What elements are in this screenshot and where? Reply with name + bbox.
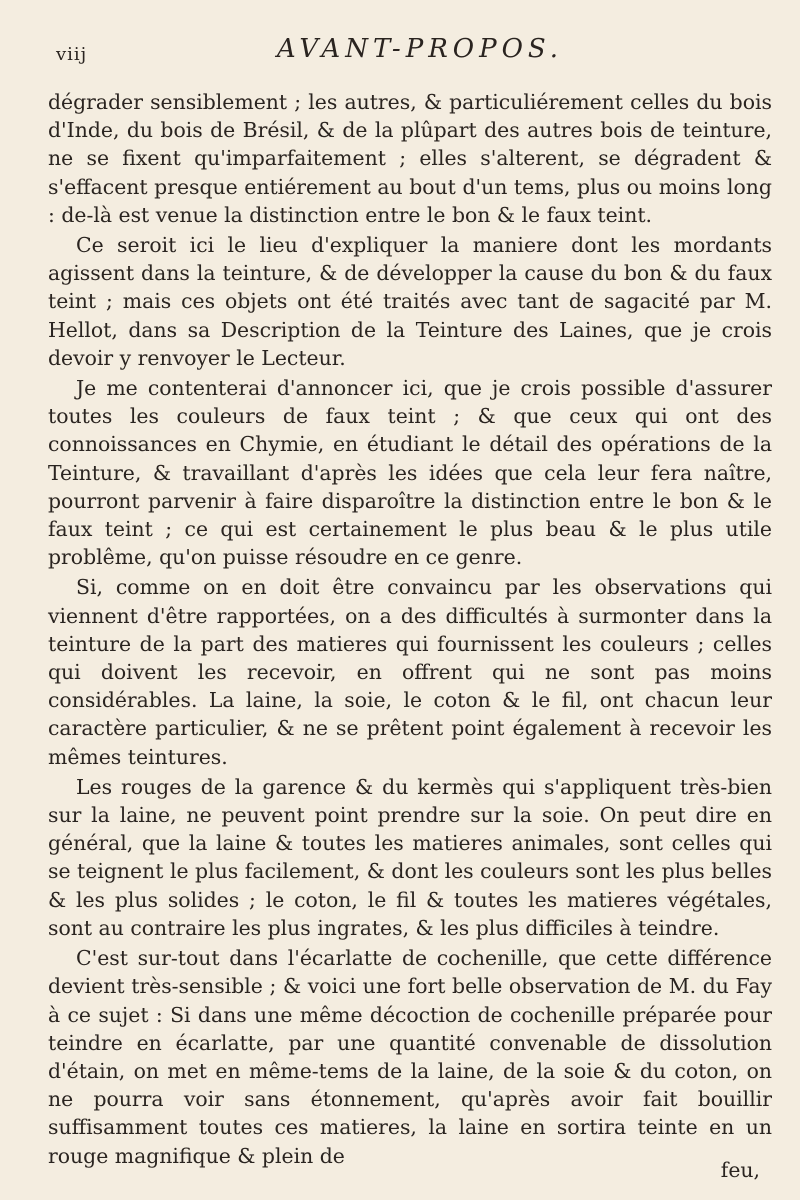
paragraph-3: Je me contenterai d'annoncer ici, que je crois possible d'assurer toutes les couleurs de faux teint ; & que ceux qui ont des connoissances en Chymie, en étudiant le détail des opérations de la Teinture, & travaillant d'après les idées que cela leur fera naître, pourront parvenir à faire disparoître la distinction entre le bon & le faux teint ; ce qui est certainement le plus beau & le plus utile problême, qu'on puisse résoudre en ce genre.	[48, 376, 772, 570]
page-header	[48, 18, 772, 66]
paragraph-5: Les rouges de la garence & du kermès qui s'appliquent très-bien sur la laine, ne peuvent point prendre sur la soie. On peut dire en général, que la laine & toutes les matieres animales, sont celles qui se teignent le plus facilement, & dont les couleurs sont les plus belles & les plus solides ; le coton, le fil & toutes les matieres végétales, sont au contraire les plus ingrates, & les plus difficiles à teindre.	[48, 774, 772, 940]
page-number: viij	[56, 44, 88, 65]
paragraph-6: C'est sur-tout dans l'écarlatte de cochenille, que cette différence devient très-sensible ; & voici une fort belle observation de M. du Fay à ce sujet : Si dans une même décoction de cochenille préparée pour teindre en écarlatte, par une quantité convenable de dissolution d'étain, on met en même-tems de la laine, de la soie & du coton, on ne pourra voir sans étonnement, qu'après avoir fait bouillir suffisamment toutes ces matieres, la laine en sortira teinte en un rouge magnifique & plein de	[48, 946, 772, 1168]
body-text	[48, 88, 772, 1170]
paragraph-1: dégrader sensiblement ; les autres, & particuliérement celles du bois d'Inde, du bois de Brésil, & de la plûpart des autres bois de teinture, ne se fixent qu'imparfaitement ; elles s'alterent, se dégradent & s'effacent presque entiérement au bout d'un tems, plus ou moins long : de-là est venue la distinction entre le bon & le faux teint.	[48, 90, 772, 227]
paragraph-4: Si, comme on en doit être convaincu par les observations qui viennent d'être rapportées, on a des difficultés à surmonter dans la teinture de la part des matieres qui fournissent les couleurs ; celles qui doivent les recevoir, en offrent qui ne sont pas moins considérables. La laine, la soie, le coton & le fil, ont chacun leur caractère particulier, & ne se prêtent point également à recevoir les mêmes teintures.	[48, 575, 772, 769]
running-title: AVANT-PROPOS.	[276, 34, 564, 64]
paragraph-2: Ce seroit ici le lieu d'expliquer la maniere dont les mordants agissent dans la teinture, & de développer la cause du bon & du faux teint ; mais ces objets ont été traités avec tant de sagacité par M. Hellot, dans sa Description de la Teinture des Laines, que je crois devoir y renvoyer le Lecteur.	[48, 233, 772, 370]
catchword: feu,	[720, 1158, 760, 1182]
